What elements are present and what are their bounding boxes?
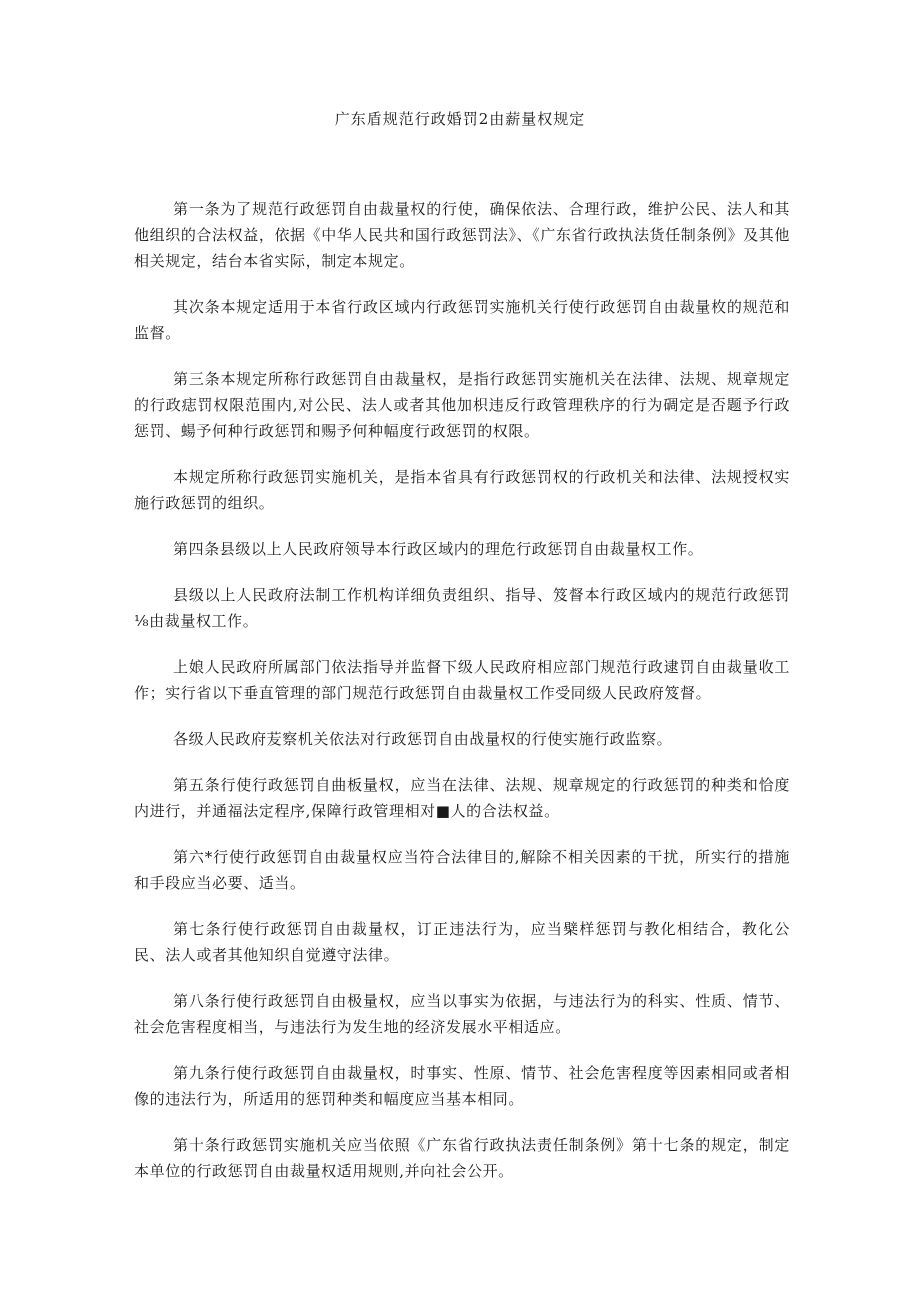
paragraph-article-6: 第六*行使行政惩罚自由裁量权应当符合法律目的,解除不相关因素的干扰，所实行的措施和手段应当必要、适当。	[134, 848, 790, 892]
paragraph-article-8: 第八条行使行政惩罚自由极量权，应当以事实为依据，与违法行为的科实、性质、情节、社会危害程度相当，与违法行为发生地的经济发展水平相适应。	[134, 992, 790, 1036]
paragraph-article-5: 第五条行使行政惩罚自曲板量权，应当在法律、法规、规章规定的行政惩罚的种类和恰度内进行，并通福法定程序,保障行政管理相对■人的合法权益。	[134, 776, 790, 820]
paragraph-article-1: 第一条为了规范行政惩罚自由裁量权的行使，确保依法、合理行政，维护公民、法人和其他组织的合法权益，依据《中华人民共和国行政惩罚法》、《广东省行政执法货任制条例》及其他相关规定，结台本省实际，制定本规定。	[134, 200, 790, 270]
paragraph-article-3: 第三条本规定所称行政惩罚自由裁量权，是指行政惩罚实施机关在法律、法规、规章规定的行政痣罚权限范围内,对公民、法人或者其他加枳违反行政管理秩序的行为碉定是否题予行政惩罚、蝪予何种行政惩罚和赐予何种幅度行政惩罚的权限。	[134, 370, 790, 440]
paragraph-article-4-part-4: 各级人民政府苃察机关依法对行政惩罚自由战量权的行使实施行政监察。	[173, 730, 673, 748]
paragraph-article-3-part-2: 本规定所称行政惩罚实施机关，是指本省具有行政惩罚权的行政机关和法律、法规授权实施行政惩罚的组织。	[134, 468, 790, 512]
paragraph-article-4-part-2: 县级以上人民政府法制工作机构详细负责组织、指导、笈督本行政区域内的规范行政惩罚⅛由裁量权工作。	[134, 586, 790, 630]
paragraph-article-7: 第七条行使行政惩罚自由裁量权，订正违法行为，应当檗样惩罚与教化相结合，教化公民、法人或者其他知织自觉遵守法律。	[134, 920, 790, 964]
paragraph-article-4-part-3: 上娘人民政府所属部门依法指导并监督下级人民政府相应部门规范行政逮罚自由裁量收工作；实行省以下垂直管理的部门规范行政惩罚自由裁量权工作受同级人民政府笈督。	[134, 658, 790, 702]
paragraph-article-4: 第四条县级以上人民政府领导本行政区域内的理危行政惩罚自由裁量权工作。	[173, 540, 704, 558]
paragraph-article-10: 第十条行政惩罚实施机关应当依照《广东省行政执法责任制条例》第十七条的规定，制定本单位的行政惩罚自由裁量权适用规则,并向社会公开。	[134, 1136, 790, 1180]
paragraph-article-9: 第九条行使行政惩罚自由裁量权，时事实、性原、情节、社会危害程度等因素相同或者相像的违法行为，所适用的惩罚种类和幅度应当基本相同。	[134, 1064, 790, 1108]
document-body	[134, 196, 790, 1204]
paragraph-article-2: 其次条本规定适用于本省行政区域内行政惩罚实施机关行使行政惩罚自由裁量枚的规范和监督。	[134, 298, 790, 342]
document-title: 广东盾规范行政婚罚2由薪量权规定	[334, 110, 586, 128]
